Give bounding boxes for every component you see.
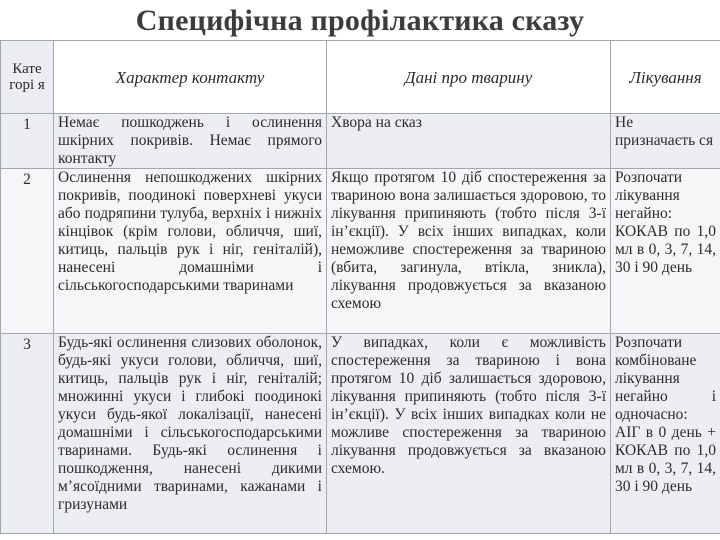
header-animal: Дані про тварину [327,41,611,114]
table-row [1,334,720,534]
row-category-number: 3 [1,334,54,534]
row-treatment-text: Розпочати комбіноване лікування негайно і одночасно: АІГ в 0 день + КОКАВ по 1,0 мл в 0, 3, 7, 14, 30 і 90 день [611,334,720,534]
table-header-row [1,41,720,114]
header-category: Кате горі я [1,41,54,114]
prophylaxis-table [0,40,720,534]
row-treatment-text: Не призначаєть ся [611,114,720,169]
row-animal-text: У випадках, коли є можливість спостереження за твариною і вона протягом 10 діб залишається здоровою, лікування припиняють (тобто після 3-ї ін’єкції). У всіх інших випадках коли не можливе спостереження за твариною лікування продовжується за вказаною схемою. [327,334,611,534]
page-title: Специфічна профілактика сказу [135,4,585,37]
row-contact-text: Будь-які ослинення слизових оболонок, будь-які укуси голови, обличчя, шиї, китиць, пальців рук і ніг, геніталій; множинні укуси і глибокі поодинокі укуси будь-якої локалізації, нанесені домашніми і сільськогосподарськими тваринами. Будь-які ослинення і пошкодження, нанесені дикими м’ясоїдними тваринами, кажанами і гризунами [54,334,327,534]
header-contact: Характер контакту [54,41,327,114]
table-row [1,169,720,334]
row-treatment-text: Розпочати лікування негайно: КОКАВ по 1,0 мл в 0, 3, 7, 14, 30 і 90 день [611,169,720,334]
table-row [1,114,720,169]
row-contact-text: Ослинення непошкоджених шкірних покривів, поодинокі поверхневі укуси або подряпини тулуба, верхніх і нижніх кінцівок (крім голови, обличчя, шиї, китиць, пальців рук і ніг, геніталій), нанесені домашніми і сільськогосподарськими тваринами [54,169,327,334]
row-animal-text: Якщо протягом 10 діб спостереження за твариною вона залишається здоровою, то лікування припиняють (тобто після 3-ї ін’єкції). У всіх інших випадках, коли неможливе спостереження за твариною (вбита, загинула, втікла, зникла), лікування продовжується за вказаною схемою [327,169,611,334]
header-treatment: Лікування [611,41,720,114]
row-contact-text: Немає пошкоджень і ослинення шкірних покривів. Немає прямого контакту [54,114,327,169]
row-animal-text: Хвора на сказ [327,114,611,169]
row-category-number: 2 [1,169,54,334]
row-category-number: 1 [1,114,54,169]
